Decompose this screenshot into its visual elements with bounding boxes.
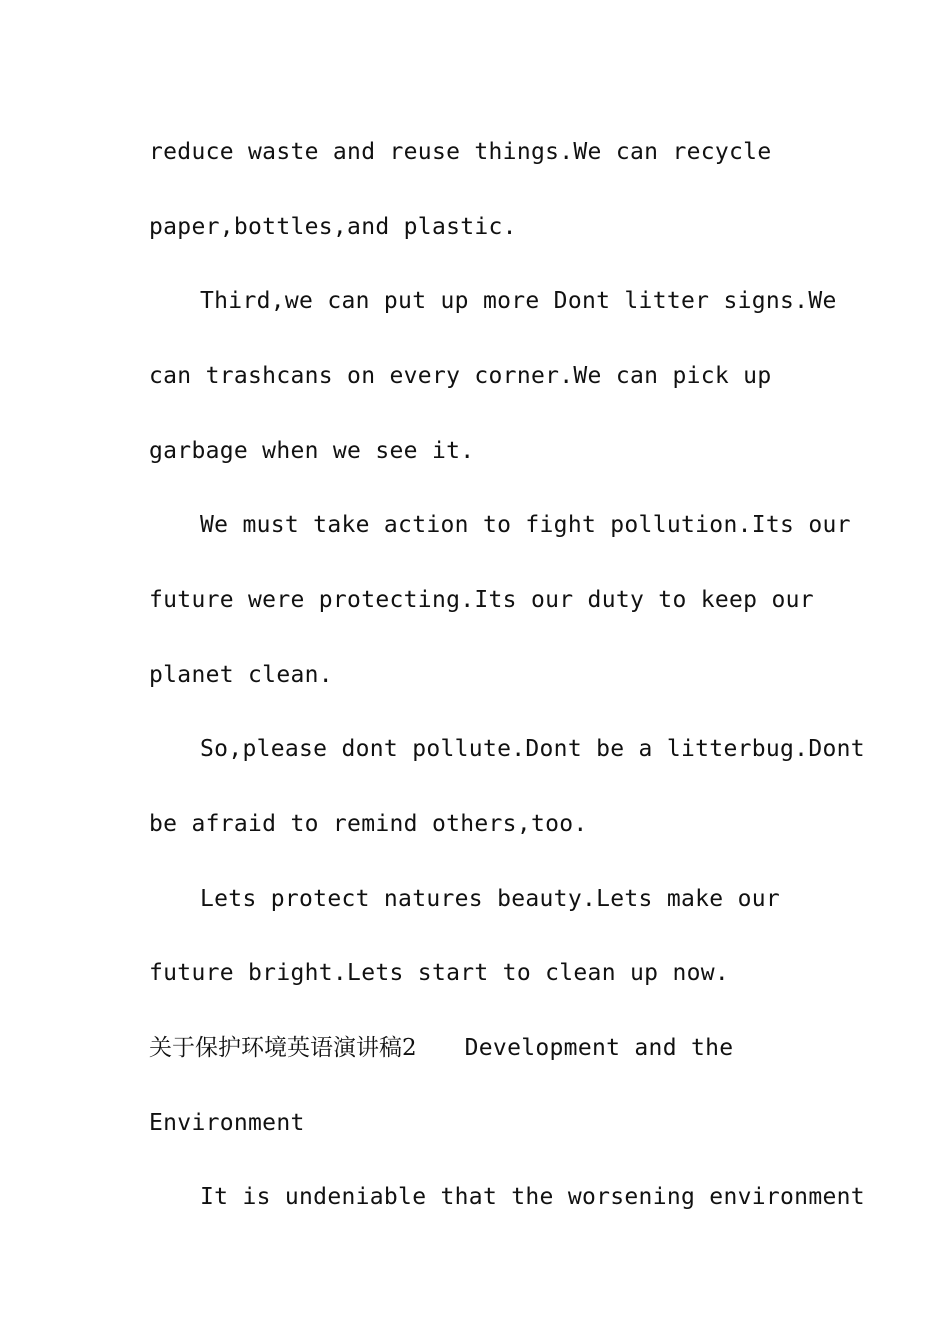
paragraph-start-line: It is undeniable that the worsening environment xyxy=(200,1184,865,1210)
text-line: future bright.Lets start to clean up now. xyxy=(149,960,730,986)
text-line: garbage when we see it. xyxy=(149,438,475,464)
paragraph-start-line: Lets protect natures beauty.Lets make our xyxy=(200,886,781,912)
paragraph-start-line: So,please dont pollute.Dont be a litterbug.Dont xyxy=(200,736,865,762)
text-line: planet clean. xyxy=(149,662,333,688)
text-line: reduce waste and reuse things.We can recycle xyxy=(149,139,772,165)
paragraph-start-line: We must take action to fight pollution.Its our xyxy=(200,512,851,538)
section-heading xyxy=(149,1033,733,1063)
text-line: be afraid to remind others,too. xyxy=(149,811,588,837)
heading-chinese: 关于保护环境英语演讲稿2 xyxy=(149,1035,417,1061)
text-line: can trashcans on every corner.We can pick up xyxy=(149,363,772,389)
heading-continuation: Environment xyxy=(149,1110,305,1136)
text-line: future were protecting.Its our duty to keep our xyxy=(149,587,814,613)
text-line: paper,bottles,and plastic. xyxy=(149,214,517,240)
paragraph-start-line: Third,we can put up more Dont litter signs.We xyxy=(200,288,837,314)
heading-english: Development and the xyxy=(464,1035,734,1061)
